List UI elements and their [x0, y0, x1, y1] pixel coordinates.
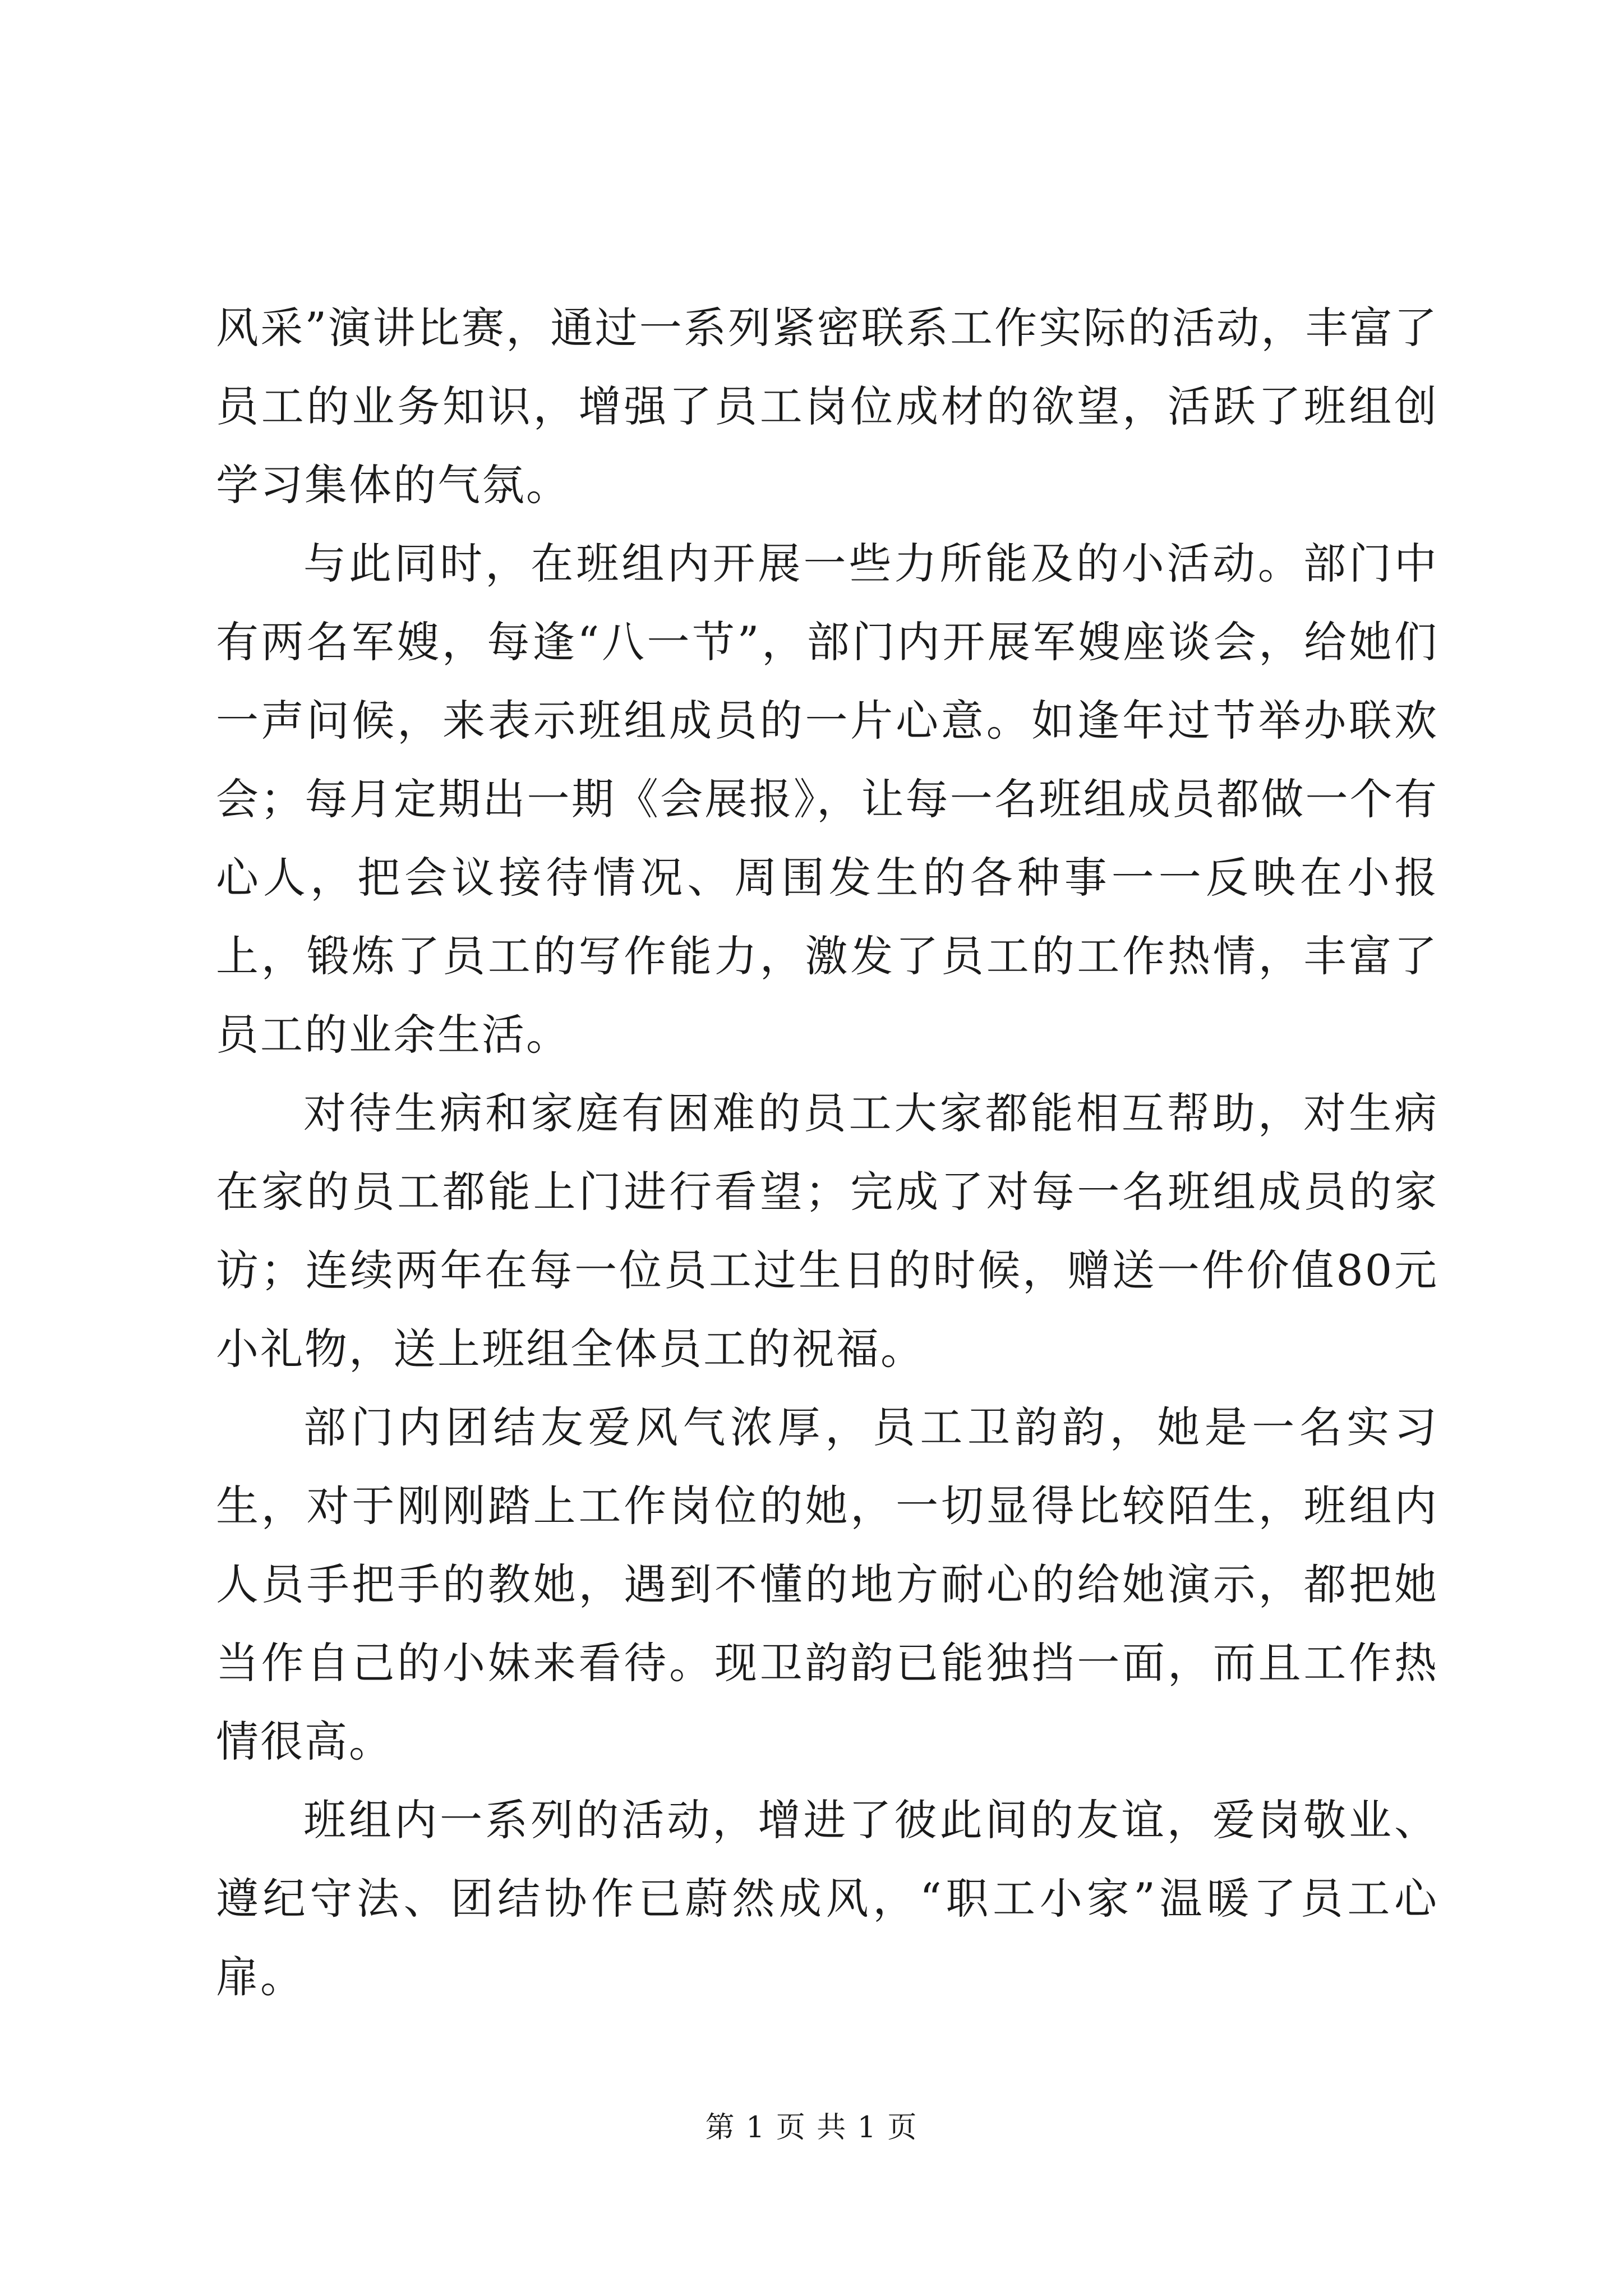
paragraph-4: 部门内团结友爱风气浓厚，员工卫韵韵，她是一名实习生，对于刚刚踏上工作岗位的她，一切显得比较陌生，班组内人员手把手的教她，遇到不懂的地方耐心的给她演示，都把她当作自己的小妹来看待。现卫韵韵已能独挡一面，而且工作热情很高。: [216, 1402, 1438, 1766]
paragraph-5: 班组内一系列的活动，增进了彼此间的友谊，爱岗敬业、遵纪守法、团结协作已蔚然成风，“职工小家”温暖了员工心扉。: [216, 1795, 1438, 2002]
paragraph-2: 与此同时，在班组内开展一些力所能及的小活动。部门中有两名军嫂，每逢“八一节”，部门内开展军嫂座谈会，给她们一声问候，来表示班组成员的一片心意。如逢年过节举办联欢会；每月定期出一期《会展报》，让每一名班组成员都做一个有心人，把会议接待情况、周围发生的各种事一一反映在小报上，锻炼了员工的写作能力，激发了员工的工作热情，丰富了员工的业余生活。: [216, 539, 1438, 1060]
document-body: [216, 289, 1438, 2017]
paragraph-1: 风采”演讲比赛，通过一系列紧密联系工作实际的活动，丰富了员工的业务知识，增强了员工岗位成材的欲望，活跃了班组创学习集体的气氛。: [216, 303, 1438, 510]
page-number-footer: 第 1 页 共 1 页: [705, 2111, 918, 2145]
paragraph-3: 对待生病和家庭有困难的员工大家都能相互帮助，对生病在家的员工都能上门进行看望；完成了对每一名班组成员的家访；连续两年在每一位员工过生日的时候，赠送一件价值80元小礼物，送上班组全体员工的祝福。: [216, 1088, 1438, 1374]
